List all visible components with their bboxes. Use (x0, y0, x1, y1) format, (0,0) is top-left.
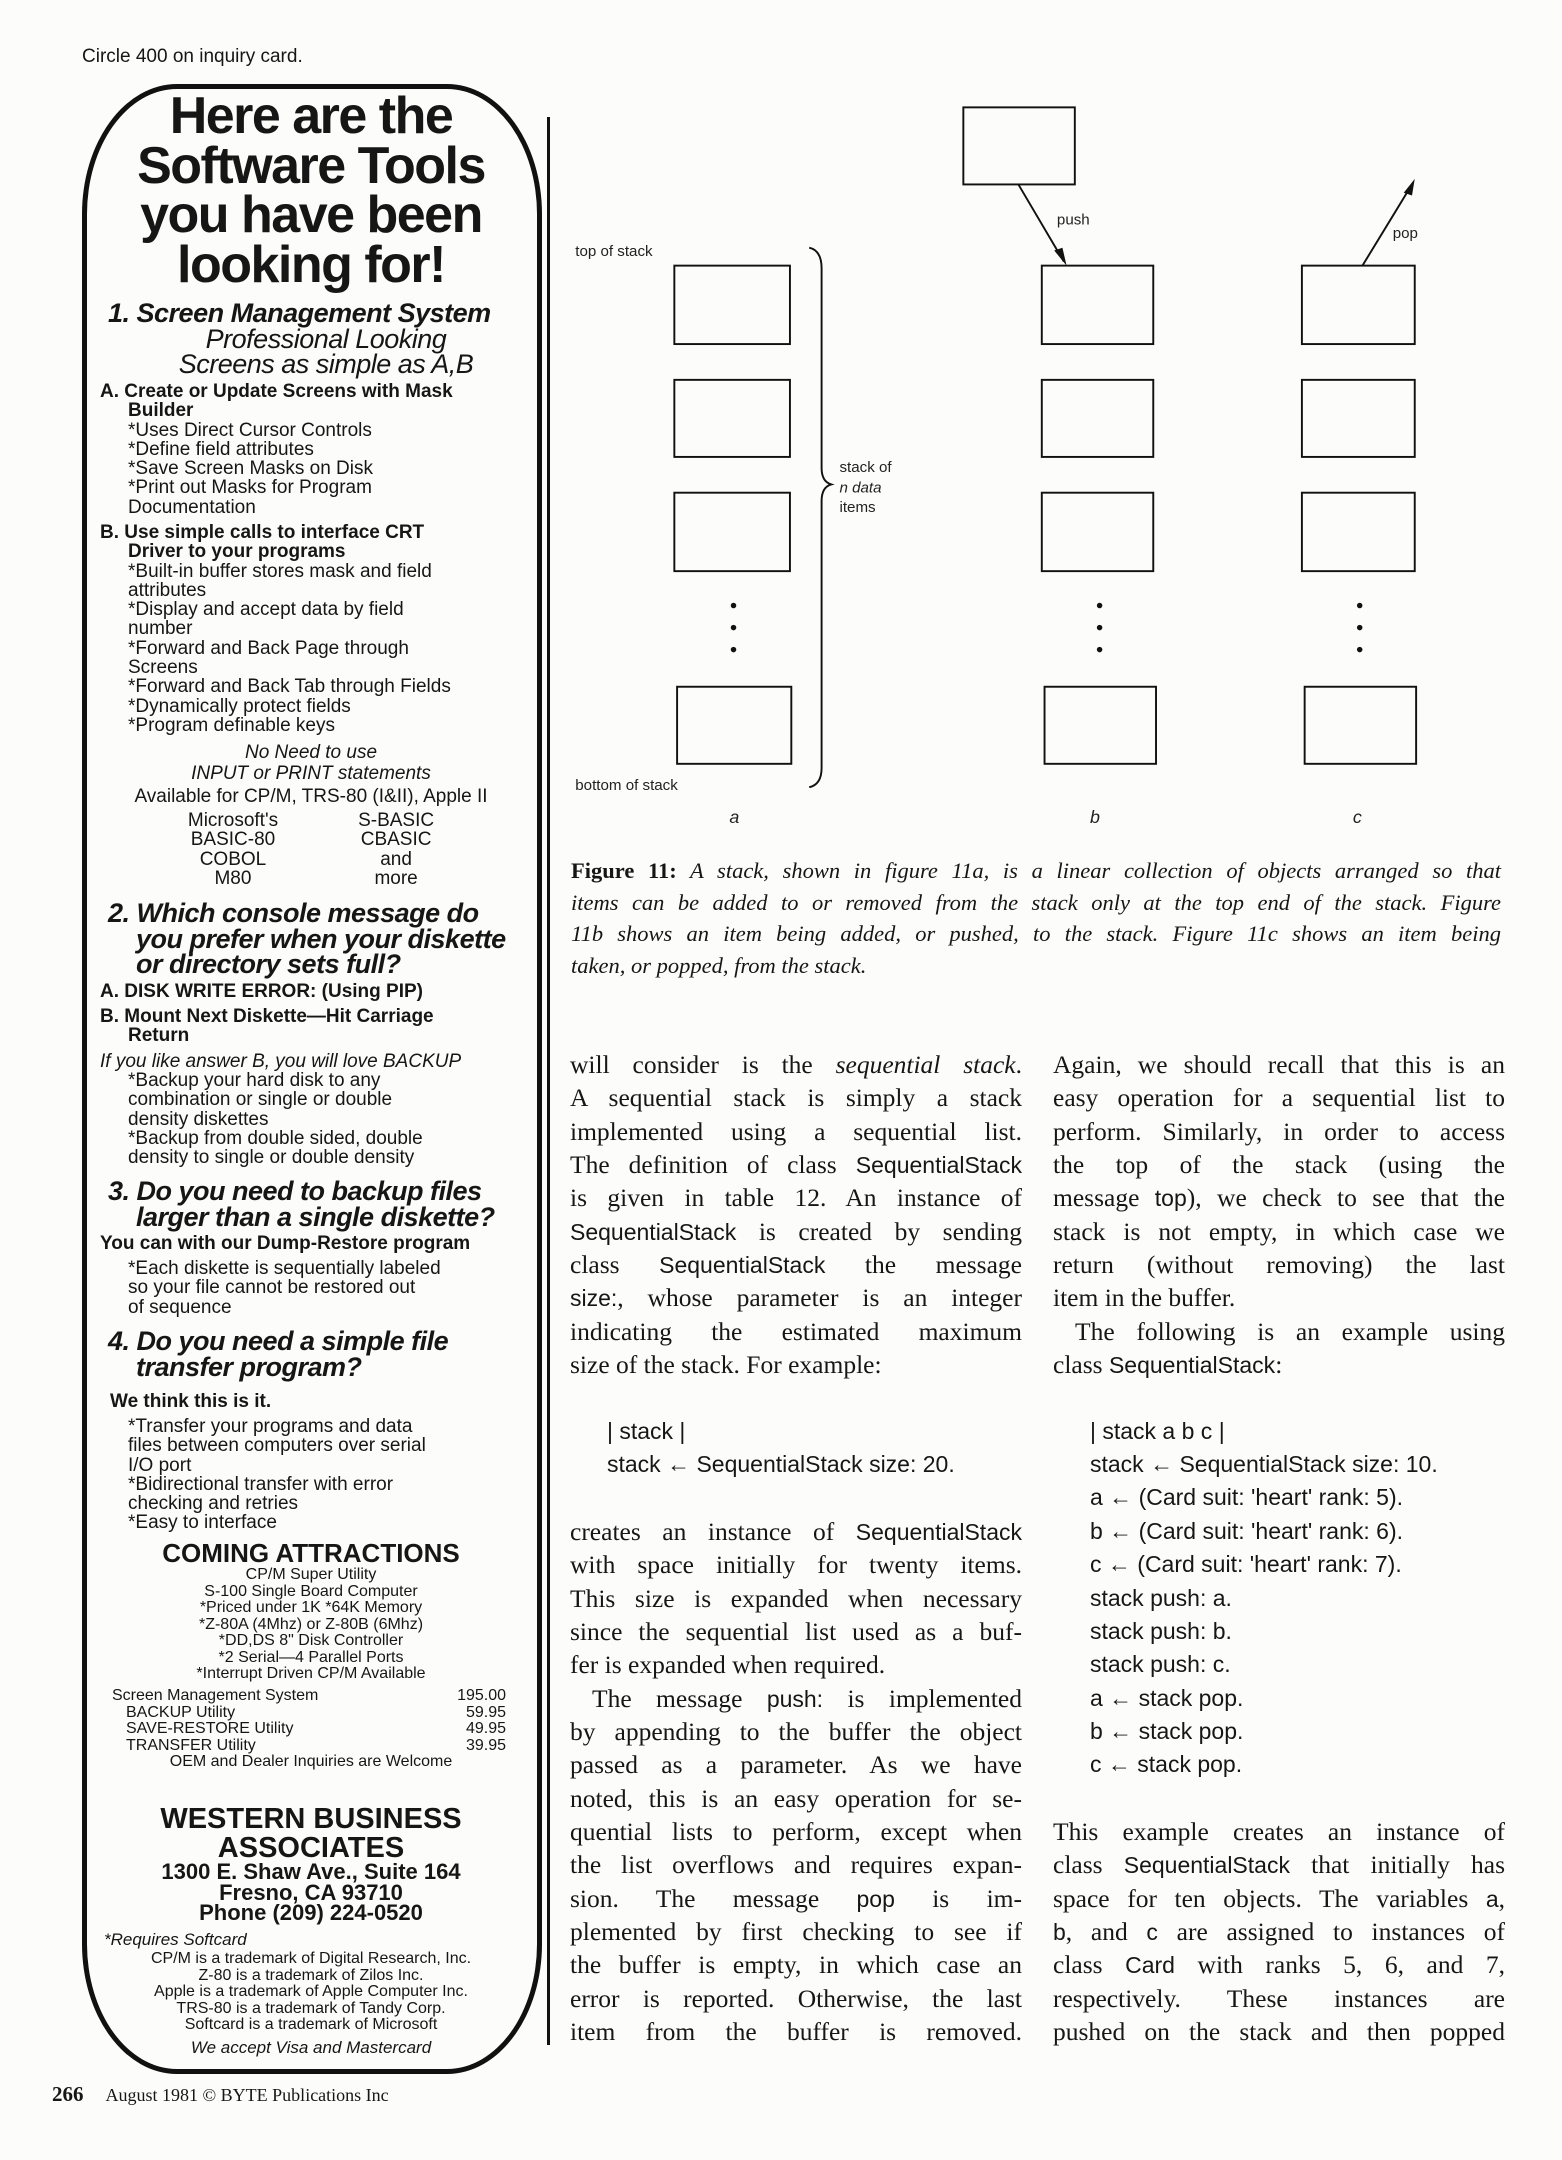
issue-credit: August 1981 © BYTE Publications Inc (105, 2085, 389, 2105)
text-line: fer is expanded when required. (570, 1650, 886, 1680)
caption-text: A stack, shown in figure 11a, is a linear collection of objects arranged so that (690, 858, 1502, 883)
ad-line: more (374, 867, 418, 889)
brace-label: stack of (839, 459, 892, 477)
text-line: SequentialStack is created by sending (570, 1216, 1022, 1246)
article-column-2 (1053, 1048, 1505, 2048)
caption-label: Figure 11: (571, 858, 677, 883)
stack-a-item (674, 380, 790, 457)
ad-line: density to single or double density (128, 1147, 415, 1169)
section-3-answer: You can with our Dump-Restore program (100, 1233, 471, 1254)
stack-c-item (1305, 687, 1416, 764)
bottom-of-stack-label: bottom of stack (575, 776, 678, 794)
dealer-note: OEM and Dealer Inquiries are Welcome (169, 1753, 453, 1770)
text-line: perform. Similarly, in order to access (1053, 1116, 1505, 1146)
ad-line: transfer program? (136, 1351, 362, 1382)
text-line: indicating the estimated maximum (570, 1316, 1022, 1346)
ad-line: TRS-80 is a trademark of Tandy Corp. (176, 1999, 446, 2017)
code-line: a ← stack pop. (1090, 1684, 1244, 1711)
text-line: is given in table 12. An instance of (570, 1183, 1022, 1213)
text-line: size of the stack. For example: (570, 1350, 882, 1380)
section-4-answer: We think this is it. (110, 1391, 272, 1412)
ad-line: looking for! (177, 235, 445, 294)
stack-c-item (1302, 380, 1415, 457)
text-line: will consider is the sequential stack. (570, 1050, 1022, 1079)
ad-line: *Z-80A (4Mhz) or Z-80B (6Mhz) (198, 1615, 424, 1633)
ad-line: *DD,DS 8" Disk Controller (218, 1632, 404, 1649)
ad-line: *Bidirectional transfer with error (128, 1473, 394, 1495)
ad-line: CP/M Super Utility (245, 1566, 377, 1583)
text-line: the buffer is empty, in which case an (570, 1950, 1022, 1980)
text-line: This example creates an instance of (1053, 1816, 1505, 1846)
ad-line: *Easy to interface (128, 1512, 277, 1534)
text-line: easy operation for a sequential list to (1053, 1083, 1505, 1113)
brace-label: n data (839, 479, 882, 497)
ad-line: *Each diskette is sequentially labeled (128, 1258, 441, 1279)
text-line: sion. The message pop is im- (570, 1883, 1022, 1913)
ad-line: *Program definable keys (128, 714, 335, 736)
text-line: since the sequential list used as a buf- (570, 1616, 1022, 1646)
ad-line: Phone (209) 224-0520 (199, 1900, 423, 1926)
text-line: class SequentialStack: (1053, 1350, 1283, 1380)
text-line: return (without removing) the last (1053, 1250, 1505, 1280)
text-line (1053, 1782, 1505, 1815)
ad-line: COBOL (199, 848, 267, 870)
backup-pitch: If you like answer B, you will love BACKUP (100, 1051, 462, 1072)
text-line: The definition of class SequentialStack (570, 1150, 1022, 1180)
text-line: by appending to the buffer the object (570, 1716, 1022, 1746)
text-line: class SequentialStack the message (570, 1250, 1022, 1280)
text-line: The following is an example using (1075, 1316, 1505, 1346)
text-line (570, 1381, 1022, 1414)
ad-line: ASSOCIATES (217, 1832, 405, 1864)
ad-line: so your file cannot be restored out (128, 1277, 416, 1299)
caption-line (571, 855, 1501, 887)
ad-line: 1300 E. Shaw Ave., Suite 164 (161, 1859, 461, 1884)
ad-line: number (128, 618, 193, 640)
ad-line: Builder (128, 400, 194, 422)
ad-line: *Built-in buffer stores mask and field (128, 560, 432, 582)
text-line: implemented using a sequential list. (570, 1116, 1022, 1146)
text-line: the top of the stack (using the (1053, 1150, 1505, 1180)
stack-a-item (674, 266, 790, 344)
ad-line: *Dynamically protect fields (128, 695, 351, 717)
ad-line: Software Tools (137, 136, 485, 195)
product-name: BACKUP Utility (126, 1703, 236, 1721)
text-line (570, 1481, 1022, 1514)
stack-a-item (674, 493, 790, 571)
page-footer (52, 2082, 389, 2107)
code-line: stack push: b. (1090, 1617, 1232, 1644)
text-line: A sequential stack is simply a stack (570, 1083, 1022, 1113)
ad-line: *Priced under 1K *64K Memory (199, 1599, 423, 1616)
panel-label-c: c (1352, 806, 1362, 827)
code-line: a ← (Card suit: 'heart' rank: 5). (1090, 1484, 1404, 1511)
inquiry-card-note: Circle 400 on inquiry card. (82, 46, 303, 67)
product-price: 195.00 (457, 1687, 506, 1704)
brace-label: items (839, 498, 876, 516)
code-line: stack ← SequentialStack size: 10. (1090, 1451, 1438, 1478)
ad-line: Fresno, CA 93710 (219, 1879, 403, 1905)
text-line: respectively. These instances are (1053, 1983, 1505, 2013)
stack-b-item (1042, 380, 1153, 457)
code-line: | stack a b c | (1090, 1417, 1225, 1444)
softcard-note: *Requires Softcard (104, 1930, 247, 1949)
ad-line: or directory sets full? (136, 949, 401, 979)
ad-line: No Need to use (244, 742, 378, 763)
ad-line: Screens (128, 657, 198, 679)
ad-line: *Forward and Back Tab through Fields (128, 676, 451, 698)
caption-line: taken, or popped, from the stack. (571, 952, 867, 978)
ad-line: Microsoft's (187, 810, 279, 831)
availability: Available for CP/M, TRS-80 (I&II), Apple II (134, 786, 488, 807)
product-price: 39.95 (465, 1736, 506, 1754)
ad-line: Driver to your programs (128, 541, 346, 563)
ad-line: checking and retries (128, 1493, 299, 1515)
code-line: b ← (Card suit: 'heart' rank: 6). (1090, 1517, 1404, 1544)
stack-b-item (1042, 493, 1153, 571)
ad-line: Here are the (169, 87, 453, 145)
answer-a: A. DISK WRITE ERROR: (Using PIP) (100, 981, 423, 1002)
code-line: | stack | (607, 1417, 686, 1444)
text-line: quential lists to perform, except when (570, 1816, 1022, 1846)
ad-line: *Interrupt Driven CP/M Available (196, 1665, 426, 1682)
ad-line: Screens as simple as A,B (178, 349, 474, 379)
text-line (1053, 1381, 1505, 1414)
ad-line: *Print out Masks for Program (128, 477, 372, 499)
text-line: message top), we check to see that the (1053, 1183, 1506, 1213)
ad-line: Return (128, 1025, 190, 1047)
ad-line: *Define field attributes (128, 438, 314, 460)
ad-line: *Save Screen Masks on Disk (128, 458, 373, 480)
top-of-stack-label: top of stack (575, 242, 653, 260)
text-line: error is reported. Otherwise, the last (570, 1983, 1022, 2013)
product-name: SAVE-RESTORE Utility (126, 1720, 294, 1737)
ad-line: Z-80 is a trademark of Zilos Inc. (198, 1966, 424, 1984)
text-line: plemented by first checking to see if (570, 1916, 1022, 1946)
code-line: stack ← SequentialStack size: 20. (607, 1451, 955, 1478)
ad-line: *2 Serial—4 Parallel Ports (218, 1648, 404, 1666)
ad-line: you have been (140, 186, 482, 244)
ad-line: you prefer when your diskette (136, 923, 506, 954)
push-label: push (1056, 211, 1090, 229)
text-line: item in the buffer. (1053, 1283, 1236, 1313)
text-line: Again, we should recall that this is an (1053, 1050, 1505, 1079)
code-line: stack push: c. (1090, 1651, 1231, 1678)
text-line: with space initially for twenty items. (570, 1550, 1022, 1580)
ad-line: *Backup from double sided, double (128, 1127, 423, 1149)
push-arrowhead-icon (1054, 248, 1066, 266)
text-line: space for ten objects. The variables a, (1053, 1883, 1505, 1913)
ad-line: *Backup your hard disk to any (128, 1070, 381, 1091)
product-name: TRANSFER Utility (126, 1736, 256, 1754)
ad-line: INPUT or PRINT statements (191, 762, 431, 784)
text-line: passed as a parameter. As we have (570, 1750, 1022, 1780)
ad-line: *Transfer your programs and data (128, 1416, 413, 1437)
ad-line: B. Use simple calls to interface CRT (100, 522, 425, 543)
stack-a-item (677, 687, 791, 764)
ad-line: S-BASIC (358, 810, 435, 831)
text-line: item from the buffer is removed. (570, 2016, 1022, 2046)
payment-note: We accept Visa and Mastercard (190, 2038, 432, 2057)
text-line: pushed on the stack and then popped (1053, 2016, 1505, 2046)
pop-arrowhead-icon (1404, 179, 1415, 196)
panel-label-b: b (1089, 806, 1100, 827)
article-column-1 (570, 1048, 1022, 2048)
text-line: creates an instance of SequentialStack (570, 1516, 1022, 1546)
coming-attractions-title: COMING ATTRACTIONS (162, 1538, 460, 1568)
pop-label: pop (1392, 225, 1418, 243)
ad-line: I/O port (128, 1454, 192, 1476)
ad-line: Softcard is a trademark of Microsoft (184, 2016, 438, 2033)
ad-line: CBASIC (360, 829, 432, 851)
text-line: This size is expanded when necessary (570, 1583, 1022, 1613)
text-line: size:, whose parameter is an integer (570, 1283, 1022, 1313)
ad-line: 2. Which console message do (108, 898, 479, 928)
page-number: 266 (52, 2082, 84, 2106)
ad-line: *Display and accept data by field (128, 599, 404, 621)
ad-line: M80 (214, 867, 252, 889)
ad-line: of sequence (128, 1296, 232, 1318)
code-line: c ← (Card suit: 'heart' rank: 7). (1090, 1551, 1402, 1578)
ad-line: files between computers over serial (128, 1435, 426, 1457)
ad-line: B. Mount Next Diskette—Hit Carriage (100, 1006, 434, 1027)
ad-line: larger than a single diskette? (136, 1201, 495, 1232)
text-line: class Card with ranks 5, 6, and 7, (1053, 1950, 1506, 1980)
ad-line: WESTERN BUSINESS (160, 1803, 462, 1835)
ad-line: A. Create or Update Screens with Mask (100, 381, 453, 402)
ad-line: Professional Looking (205, 323, 447, 354)
ad-line: combination or single or double (128, 1089, 393, 1111)
text-line: noted, this is an easy operation for se- (570, 1783, 1022, 1813)
code-line: stack push: a. (1090, 1584, 1232, 1611)
product-name: Screen Management System (112, 1687, 319, 1704)
ad-line: 1. Screen Management System (108, 298, 491, 328)
figure-caption (571, 855, 1501, 981)
code-line: c ← stack pop. (1090, 1751, 1243, 1778)
ad-line: attributes (128, 579, 207, 601)
ad-line: Documentation (128, 496, 256, 518)
text-line: b, and c are assigned to instances of (1053, 1916, 1505, 1946)
code-line: b ← stack pop. (1090, 1717, 1244, 1744)
ad-line: 4. Do you need a simple file (108, 1326, 449, 1356)
ad-line: 3. Do you need to backup files (108, 1176, 482, 1206)
stack-b-item (1045, 687, 1156, 764)
ad-line: and (380, 848, 412, 870)
stack-c-item (1302, 266, 1415, 344)
pushed-item (963, 107, 1074, 184)
ad-line: density diskettes (128, 1108, 269, 1130)
text-line: class SequentialStack that initially has (1053, 1850, 1505, 1880)
panel-label-a: a (729, 806, 740, 827)
product-price: 49.95 (465, 1720, 506, 1737)
stack-brace (809, 248, 831, 787)
text-line: stack is not empty, in which case we (1053, 1216, 1505, 1246)
ad-line: BASIC-80 (190, 829, 276, 851)
stack-b-item (1042, 266, 1153, 344)
ad-line: CP/M is a trademark of Digital Research, Inc. (150, 1950, 472, 1967)
caption-line: 11b shows an item being added, or pushed, to the stack. Figure 11c shows an item being (571, 921, 1501, 947)
ad-line: Apple is a trademark of Apple Computer Inc. (154, 1983, 468, 2000)
text-line: the list overflows and requires expan- (570, 1850, 1022, 1880)
ad-line: *Forward and Back Page through (128, 637, 409, 659)
ad-line: *Uses Direct Cursor Controls (128, 419, 372, 441)
ad-line: S-100 Single Board Computer (204, 1582, 418, 1600)
stack-c-item (1302, 493, 1415, 571)
text-line: The message push: is implemented (592, 1683, 1022, 1713)
product-price: 59.95 (465, 1703, 506, 1721)
caption-line: items can be added to or removed from the stack only at the top end of the stack. Figure (571, 889, 1501, 915)
